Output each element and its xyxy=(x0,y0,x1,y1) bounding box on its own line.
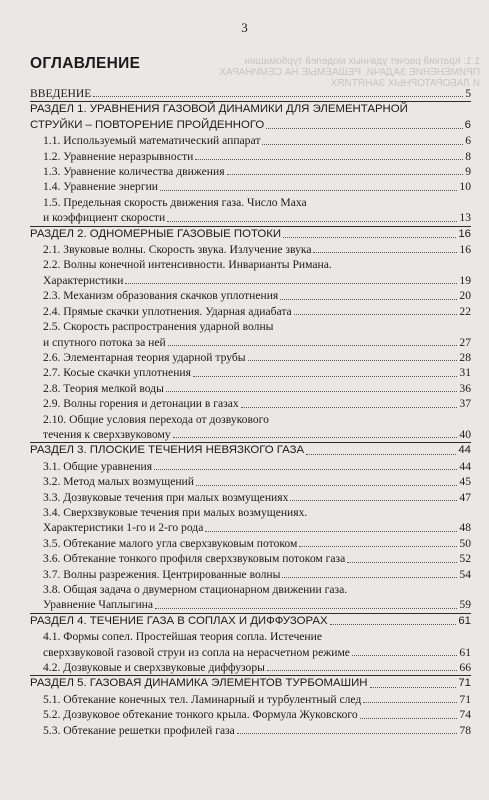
dot-leader xyxy=(352,655,457,656)
toc-subsection[interactable] xyxy=(30,365,471,380)
toc-section[interactable] xyxy=(30,613,471,629)
toc-entry-title: сверхзвуковой газовой струи из сопла на нерасчетном режиме xyxy=(43,645,350,659)
dot-leader xyxy=(267,670,458,671)
toc-entry-row xyxy=(43,210,471,225)
toc-entry-line: РАЗДЕЛ 1. УРАВНЕНИЯ ГАЗОВОЙ ДИНАМИКИ ДЛЯ ЭЛЕМЕНТАРНОЙ xyxy=(30,103,408,116)
toc-subsection[interactable] xyxy=(30,505,471,536)
dot-leader xyxy=(294,314,458,315)
toc-entry-title: и спутного потока за ней xyxy=(43,335,166,349)
bleed-through-line: 1.1. Краткий расчет удачных моделей турбомашин xyxy=(244,56,480,67)
toc-page-number: 36 xyxy=(459,381,471,395)
toc-entry-title: РАЗДЕЛ 3. ПЛОСКИЕ ТЕЧЕНИЯ НЕВЯЗКОГО ГАЗА xyxy=(30,444,305,457)
toc-entry-title: Характеристики 1-го и 2-го рода xyxy=(43,521,204,535)
toc-entry-row xyxy=(43,597,471,612)
toc-entry-title: 2.6. Элементарная теория ударной трубы xyxy=(43,350,246,364)
dot-leader xyxy=(363,702,457,703)
toc-subsection[interactable] xyxy=(30,195,471,226)
toc-entry-row xyxy=(30,227,471,242)
toc-page-number: 37 xyxy=(459,397,471,411)
toc-entry-row xyxy=(30,443,471,458)
dot-leader xyxy=(195,159,463,160)
toc-page-number: 16 xyxy=(459,243,471,257)
dot-leader xyxy=(280,299,457,300)
toc-page-number: 16 xyxy=(458,227,471,240)
toc-page-number: 31 xyxy=(459,366,471,380)
toc-subsection[interactable] xyxy=(30,582,471,613)
toc-subsection[interactable] xyxy=(30,319,471,350)
toc-page-number: 50 xyxy=(459,536,471,550)
toc-entry-title: ВВЕДЕНИЕ xyxy=(30,87,92,100)
dot-leader xyxy=(154,469,457,470)
toc-entry-line: 2.5. Скорость распространения ударной волны xyxy=(43,320,274,334)
toc-subsection[interactable] xyxy=(30,629,471,660)
toc-entry-row xyxy=(43,474,471,489)
toc-page-number: 6 xyxy=(465,134,471,148)
toc-subsection[interactable] xyxy=(30,179,471,194)
dot-leader xyxy=(290,500,457,501)
toc-entry-title: течения к сверхзвуковому xyxy=(43,427,171,441)
dot-leader xyxy=(282,577,457,578)
toc-subsection[interactable] xyxy=(30,149,471,164)
toc-entry-row xyxy=(43,723,471,738)
toc-entry-row xyxy=(43,288,471,303)
toc-subsection[interactable] xyxy=(30,412,471,443)
toc-entry-title: 3.1. Общие уравнения xyxy=(43,459,153,473)
toc-entry-title: Характеристики xyxy=(43,273,124,287)
toc-entry-row xyxy=(30,86,471,101)
toc-entry-line: 3.8. Общая задача о двумерном стационарном движении газа. xyxy=(43,583,348,596)
toc-entry-title: 2.4. Прямые скачки уплотнения. Ударная адиабата xyxy=(43,304,292,318)
toc-entry-row xyxy=(43,304,471,319)
dot-leader xyxy=(283,237,456,238)
toc-entry-title: 4.2. Дозвуковые и сверхзвуковые диффузоры xyxy=(43,661,265,675)
dot-leader xyxy=(166,391,458,392)
toc-subsection[interactable] xyxy=(30,692,471,707)
toc-page-number: 61 xyxy=(459,645,471,659)
toc-entry-title: 5.2. Дозвуковое обтекание тонкого крыла. Формула Жуковского xyxy=(43,708,358,722)
dot-leader xyxy=(205,531,457,532)
toc-entry-title: 2.1. Звуковые волны. Скорость звука. Излучение звука xyxy=(43,243,312,257)
toc-entry-line: 1.5. Предельная скорость движения газа. Число Маха xyxy=(43,195,307,209)
toc-subsection[interactable] xyxy=(30,567,471,582)
toc-entry-title: 1.4. Уравнение энергии xyxy=(43,180,158,194)
toc-page-number: 52 xyxy=(459,552,471,566)
toc-entry-row xyxy=(43,490,471,505)
toc-entry-row xyxy=(30,118,471,133)
toc-entry-title: 5.3. Обтекание решетки профилей газа xyxy=(43,723,235,737)
toc-entry-title: 5.1. Обтекание конечных тел. Ламинарный и турбулентный след xyxy=(43,692,362,706)
dot-leader xyxy=(167,221,457,222)
toc-subsection[interactable] xyxy=(30,164,471,179)
toc-entry-row xyxy=(43,179,471,194)
toc-entry-line: 4.1. Формы сопел. Простейшая теория сопла. Истечение xyxy=(43,630,322,644)
dot-leader xyxy=(196,485,457,486)
toc-entry-title: РАЗДЕЛ 4. ТЕЧЕНИЕ ГАЗА В СОПЛАХ И ДИФФУЗОРАХ xyxy=(30,614,328,627)
toc-entry-title: 2.7. Косые скачки уплотнения xyxy=(43,366,191,380)
dot-leader xyxy=(248,360,458,361)
toc-page-number: 71 xyxy=(459,692,471,706)
toc-entry-row xyxy=(43,520,471,535)
toc-page-number: 74 xyxy=(459,708,471,722)
toc-entry-row xyxy=(43,645,471,660)
dot-leader xyxy=(160,190,457,191)
dot-leader xyxy=(360,718,458,719)
toc-subsection[interactable] xyxy=(30,288,471,303)
dot-leader xyxy=(155,608,457,609)
toc-entry-row xyxy=(30,676,471,691)
toc-entry-row xyxy=(43,164,471,179)
toc-page-number: 13 xyxy=(459,211,471,225)
dot-leader xyxy=(370,687,457,688)
toc-entry-title: 3.7. Волны разрежения. Центрированные волны xyxy=(43,567,281,581)
toc-entry-row xyxy=(43,350,471,365)
toc-subsection[interactable] xyxy=(30,551,471,566)
toc-page-number: 19 xyxy=(459,273,471,287)
toc-entry-title: и коэффициент скорости xyxy=(43,211,166,225)
toc-entry-row xyxy=(43,365,471,380)
bleed-through-line: ПРИМЕНЕНИЕ ЗАДАЧИ, РЕШАЕМЫЕ НА СЕМИНАРАХ xyxy=(219,67,480,78)
toc-title: ОГЛАВЛЕНИЕ xyxy=(30,55,141,72)
toc-page-number: 48 xyxy=(459,521,471,535)
dot-leader xyxy=(299,546,457,547)
toc-page-number: 71 xyxy=(458,677,471,690)
toc-entry-row xyxy=(43,536,471,551)
dot-leader xyxy=(266,128,462,129)
toc-entry-title: 2.9. Волны горения и детонации в газах xyxy=(43,397,239,411)
toc-entry-title: 1.2. Уравнение неразрывности xyxy=(43,149,194,163)
toc-subsection[interactable] xyxy=(30,536,471,551)
toc-entry-title: 3.5. Обтекание малого угла сверхзвуковым потоком xyxy=(43,536,298,550)
toc-entry-row xyxy=(43,551,471,566)
toc-subsection[interactable] xyxy=(30,723,471,738)
toc-entry-title: Уравнение Чаплыгина xyxy=(43,598,154,612)
toc-entry-title: СТРУЙКИ – ПОВТОРЕНИЕ ПРОЙДЕННОГО xyxy=(30,118,265,131)
toc-entry-row xyxy=(43,459,471,474)
toc-page-number: 54 xyxy=(459,567,471,581)
dot-leader xyxy=(241,407,458,408)
toc-entry-row xyxy=(43,567,471,582)
toc-entry-row xyxy=(43,381,471,396)
toc-entry-row xyxy=(43,707,471,722)
toc-subsection[interactable] xyxy=(30,459,471,474)
toc-entry-line: 3.4. Сверхзвуковые течения при малых возмущениях. xyxy=(43,505,308,519)
toc-entry-title: 2.3. Механизм образования скачков уплотнения xyxy=(43,289,279,303)
toc-page-number: 44 xyxy=(458,444,471,457)
toc-section[interactable] xyxy=(30,101,471,133)
toc-page-number: 61 xyxy=(458,614,471,627)
toc-subsection[interactable] xyxy=(30,396,471,411)
toc-entry-line: 2.10. Общие условия перехода от дозвукового xyxy=(43,412,269,426)
dot-leader xyxy=(306,454,456,455)
bleed-through-text xyxy=(150,56,480,89)
toc-page-number: 66 xyxy=(459,661,471,675)
toc-entry-title: РАЗДЕЛ 5. ГАЗОВАЯ ДИНАМИКА ЭЛЕМЕНТОВ ТУРБОМАШИН xyxy=(30,677,368,690)
dot-leader xyxy=(237,733,458,734)
toc-subsection[interactable] xyxy=(30,490,471,505)
dot-leader xyxy=(227,174,464,175)
toc-entry-row xyxy=(43,242,471,257)
toc-page-number: 5 xyxy=(465,87,471,100)
page-number: 3 xyxy=(241,20,248,35)
toc-section[interactable] xyxy=(30,675,471,691)
toc-page-number: 9 xyxy=(465,165,471,179)
dot-leader xyxy=(193,376,457,377)
toc-entry-row xyxy=(43,273,471,288)
toc-entry-title: 3.2. Метод малых возмущений xyxy=(43,475,194,489)
toc-entry-title: РАЗДЕЛ 2. ОДНОМЕРНЫЕ ГАЗОВЫЕ ПОТОКИ xyxy=(30,227,282,240)
dot-leader xyxy=(168,345,458,346)
toc-subsection[interactable] xyxy=(30,242,471,257)
toc-entry-line: 2.2. Волны конечной интенсивности. Инварианты Римана. xyxy=(43,258,332,272)
toc-subsection[interactable] xyxy=(30,133,471,148)
dot-leader xyxy=(93,96,463,97)
toc-section[interactable] xyxy=(30,226,471,242)
toc-entry-title: 1.3. Уравнение количества движения xyxy=(43,165,225,179)
toc-page-number: 10 xyxy=(459,180,471,194)
dot-leader xyxy=(330,624,457,625)
toc-subsection[interactable] xyxy=(30,350,471,365)
dot-leader xyxy=(313,252,457,253)
toc-page-number: 47 xyxy=(459,490,471,504)
toc-page-number: 45 xyxy=(459,475,471,489)
toc-section[interactable] xyxy=(30,442,471,458)
toc-subsection[interactable] xyxy=(30,304,471,319)
toc-entry-title: 3.6. Обтекание тонкого профиля сверхзвуковым потоком газа xyxy=(43,552,346,566)
toc-page-number: 59 xyxy=(459,598,471,612)
toc-page-number: 78 xyxy=(459,723,471,737)
toc-page-number: 40 xyxy=(459,427,471,441)
toc-subsection[interactable] xyxy=(30,381,471,396)
toc-entry-row xyxy=(43,427,471,442)
bleed-through-line: И ЛАБОРАТОРНЫХ ЗАНЯТИЯХ xyxy=(330,78,480,89)
toc-page-number: 6 xyxy=(464,118,471,131)
toc-entry[interactable] xyxy=(30,86,471,101)
toc-entry-row xyxy=(43,149,471,164)
toc-entry-title: 1.1. Используемый математический аппарат xyxy=(43,134,261,148)
toc-entry-row xyxy=(43,660,471,675)
dot-leader xyxy=(347,562,457,563)
toc-entry-row xyxy=(43,335,471,350)
toc-page-number: 20 xyxy=(459,289,471,303)
dot-leader xyxy=(262,144,463,145)
toc-page-number: 27 xyxy=(459,335,471,349)
toc-entry-row xyxy=(43,396,471,411)
toc-entry-row xyxy=(43,692,471,707)
toc-entry-row xyxy=(43,133,471,148)
toc-subsection[interactable] xyxy=(30,474,471,489)
toc-page-number: 22 xyxy=(459,304,471,318)
dot-leader xyxy=(173,437,458,438)
toc-entry-title: 3.3. Дозвуковые течения при малых возмущениях xyxy=(43,490,289,504)
toc-subsection[interactable] xyxy=(30,707,471,722)
toc-entry-title: 2.8. Теория мелкой воды xyxy=(43,381,164,395)
toc-page-number: 44 xyxy=(459,459,471,473)
toc-page-number: 28 xyxy=(459,350,471,364)
dot-leader xyxy=(125,283,457,284)
toc-page-number: 8 xyxy=(465,149,471,163)
table-of-contents xyxy=(30,86,471,738)
toc-subsection[interactable] xyxy=(30,660,471,675)
toc-subsection[interactable] xyxy=(30,257,471,288)
toc-entry-row xyxy=(30,614,471,629)
